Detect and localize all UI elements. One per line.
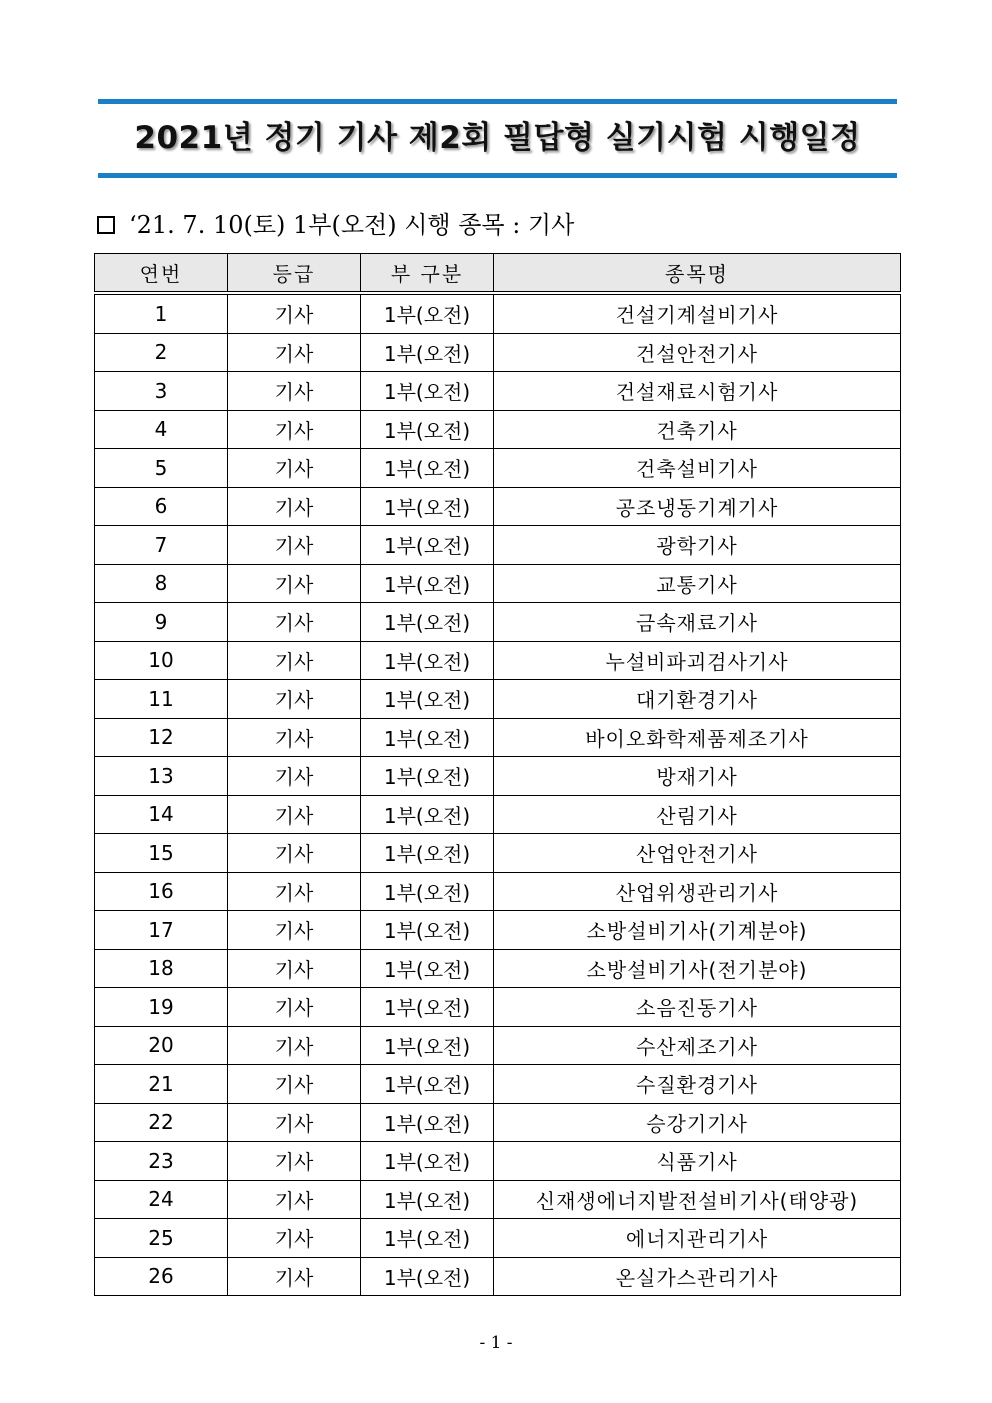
cell-grade: 기사 xyxy=(228,641,361,680)
table-row xyxy=(95,1103,901,1142)
cell-number: 14 xyxy=(95,795,228,834)
cell-grade: 기사 xyxy=(228,372,361,411)
cell-number: 26 xyxy=(95,1257,228,1296)
table-row xyxy=(95,1180,901,1219)
cell-session: 1부(오전) xyxy=(361,526,494,565)
table-row xyxy=(95,795,901,834)
cell-subject: 온실가스관리기사 xyxy=(494,1257,901,1296)
cell-subject: 승강기기사 xyxy=(494,1103,901,1142)
cell-number: 16 xyxy=(95,872,228,911)
cell-subject: 수산제조기사 xyxy=(494,1026,901,1065)
cell-subject: 금속재료기사 xyxy=(494,603,901,642)
cell-subject: 산림기사 xyxy=(494,795,901,834)
cell-grade: 기사 xyxy=(228,1180,361,1219)
cell-session: 1부(오전) xyxy=(361,718,494,757)
cell-session: 1부(오전) xyxy=(361,757,494,796)
cell-session: 1부(오전) xyxy=(361,1026,494,1065)
cell-grade: 기사 xyxy=(228,1219,361,1258)
cell-session: 1부(오전) xyxy=(361,372,494,411)
cell-session: 1부(오전) xyxy=(361,1180,494,1219)
table-row xyxy=(95,526,901,565)
cell-grade: 기사 xyxy=(228,834,361,873)
table-row xyxy=(95,911,901,950)
cell-subject: 소방설비기사(전기분야) xyxy=(494,949,901,988)
header-grade: 등급 xyxy=(228,254,361,294)
cell-grade: 기사 xyxy=(228,1026,361,1065)
cell-subject: 누설비파괴검사기사 xyxy=(494,641,901,680)
cell-grade: 기사 xyxy=(228,603,361,642)
cell-subject: 에너지관리기사 xyxy=(494,1219,901,1258)
cell-grade: 기사 xyxy=(228,449,361,488)
cell-grade: 기사 xyxy=(228,1103,361,1142)
cell-subject: 건설안전기사 xyxy=(494,333,901,372)
cell-grade: 기사 xyxy=(228,526,361,565)
title-bottom-rule xyxy=(98,173,897,178)
table-body xyxy=(95,293,901,1296)
cell-number: 5 xyxy=(95,449,228,488)
cell-subject: 교통기사 xyxy=(494,564,901,603)
cell-number: 1 xyxy=(95,293,228,333)
cell-number: 21 xyxy=(95,1065,228,1104)
cell-grade: 기사 xyxy=(228,988,361,1027)
table-row xyxy=(95,410,901,449)
page-title: 2021년 정기 기사 제2회 필답형 실기시험 시행일정 xyxy=(134,120,861,156)
header-session: 부 구분 xyxy=(361,254,494,294)
cell-session: 1부(오전) xyxy=(361,564,494,603)
title-top-rule xyxy=(98,99,897,104)
cell-session: 1부(오전) xyxy=(361,988,494,1027)
cell-grade: 기사 xyxy=(228,1142,361,1181)
cell-grade: 기사 xyxy=(228,872,361,911)
table-row xyxy=(95,680,901,719)
table-row xyxy=(95,1142,901,1181)
cell-subject: 바이오화학제품제조기사 xyxy=(494,718,901,757)
cell-grade: 기사 xyxy=(228,410,361,449)
cell-number: 10 xyxy=(95,641,228,680)
cell-grade: 기사 xyxy=(228,949,361,988)
cell-grade: 기사 xyxy=(228,487,361,526)
cell-subject: 광학기사 xyxy=(494,526,901,565)
table-row xyxy=(95,293,901,333)
cell-number: 17 xyxy=(95,911,228,950)
cell-session: 1부(오전) xyxy=(361,333,494,372)
cell-number: 8 xyxy=(95,564,228,603)
cell-session: 1부(오전) xyxy=(361,1103,494,1142)
cell-number: 2 xyxy=(95,333,228,372)
cell-grade: 기사 xyxy=(228,757,361,796)
table-row xyxy=(95,1257,901,1296)
cell-session: 1부(오전) xyxy=(361,949,494,988)
table-row xyxy=(95,834,901,873)
table-row xyxy=(95,1026,901,1065)
table-row xyxy=(95,718,901,757)
table-row xyxy=(95,1219,901,1258)
cell-grade: 기사 xyxy=(228,293,361,333)
cell-subject: 건축기사 xyxy=(494,410,901,449)
cell-session: 1부(오전) xyxy=(361,1065,494,1104)
cell-number: 13 xyxy=(95,757,228,796)
cell-number: 18 xyxy=(95,949,228,988)
cell-grade: 기사 xyxy=(228,333,361,372)
cell-session: 1부(오전) xyxy=(361,293,494,333)
table-row xyxy=(95,487,901,526)
cell-number: 3 xyxy=(95,372,228,411)
table-row xyxy=(95,603,901,642)
table-row xyxy=(95,988,901,1027)
cell-grade: 기사 xyxy=(228,795,361,834)
cell-subject: 건설재료시험기사 xyxy=(494,372,901,411)
cell-session: 1부(오전) xyxy=(361,1257,494,1296)
cell-grade: 기사 xyxy=(228,718,361,757)
cell-number: 9 xyxy=(95,603,228,642)
cell-session: 1부(오전) xyxy=(361,487,494,526)
page-number: - 1 - xyxy=(479,1333,513,1353)
table-row xyxy=(95,333,901,372)
cell-session: 1부(오전) xyxy=(361,872,494,911)
table-header-row xyxy=(95,254,901,294)
cell-subject: 공조냉동기계기사 xyxy=(494,487,901,526)
cell-number: 19 xyxy=(95,988,228,1027)
cell-session: 1부(오전) xyxy=(361,795,494,834)
cell-subject: 식품기사 xyxy=(494,1142,901,1181)
cell-number: 11 xyxy=(95,680,228,719)
table-row xyxy=(95,872,901,911)
schedule-table xyxy=(94,253,901,1296)
cell-session: 1부(오전) xyxy=(361,449,494,488)
cell-session: 1부(오전) xyxy=(361,834,494,873)
header-number: 연번 xyxy=(95,254,228,294)
table-row xyxy=(95,1065,901,1104)
cell-subject: 건축설비기사 xyxy=(494,449,901,488)
cell-session: 1부(오전) xyxy=(361,641,494,680)
cell-subject: 소음진동기사 xyxy=(494,988,901,1027)
cell-number: 6 xyxy=(95,487,228,526)
cell-subject: 건설기계설비기사 xyxy=(494,293,901,333)
cell-subject: 산업위생관리기사 xyxy=(494,872,901,911)
cell-number: 23 xyxy=(95,1142,228,1181)
cell-session: 1부(오전) xyxy=(361,911,494,950)
cell-number: 22 xyxy=(95,1103,228,1142)
cell-session: 1부(오전) xyxy=(361,1219,494,1258)
table-row xyxy=(95,372,901,411)
cell-subject: 소방설비기사(기계분야) xyxy=(494,911,901,950)
cell-session: 1부(오전) xyxy=(361,603,494,642)
cell-number: 20 xyxy=(95,1026,228,1065)
cell-number: 25 xyxy=(95,1219,228,1258)
cell-subject: 수질환경기사 xyxy=(494,1065,901,1104)
table-row xyxy=(95,641,901,680)
cell-session: 1부(오전) xyxy=(361,1142,494,1181)
cell-grade: 기사 xyxy=(228,680,361,719)
table-row xyxy=(95,757,901,796)
cell-grade: 기사 xyxy=(228,564,361,603)
cell-subject: 산업안전기사 xyxy=(494,834,901,873)
cell-subject: 방재기사 xyxy=(494,757,901,796)
cell-session: 1부(오전) xyxy=(361,410,494,449)
cell-number: 12 xyxy=(95,718,228,757)
cell-subject: 신재생에너지발전설비기사(태양광) xyxy=(494,1180,901,1219)
table-row xyxy=(95,949,901,988)
header-subject: 종목명 xyxy=(494,254,901,294)
table-row xyxy=(95,564,901,603)
cell-number: 4 xyxy=(95,410,228,449)
section-heading-text: ‘21. 7. 10(토) 1부(오전) 시행 종목 : 기사 xyxy=(129,211,575,239)
cell-grade: 기사 xyxy=(228,1257,361,1296)
cell-subject: 대기환경기사 xyxy=(494,680,901,719)
cell-number: 15 xyxy=(95,834,228,873)
checkbox-icon xyxy=(97,216,115,234)
table-row xyxy=(95,449,901,488)
cell-session: 1부(오전) xyxy=(361,680,494,719)
cell-grade: 기사 xyxy=(228,1065,361,1104)
cell-grade: 기사 xyxy=(228,911,361,950)
section-heading xyxy=(97,208,574,242)
title-banner xyxy=(98,99,897,178)
cell-number: 24 xyxy=(95,1180,228,1219)
cell-number: 7 xyxy=(95,526,228,565)
